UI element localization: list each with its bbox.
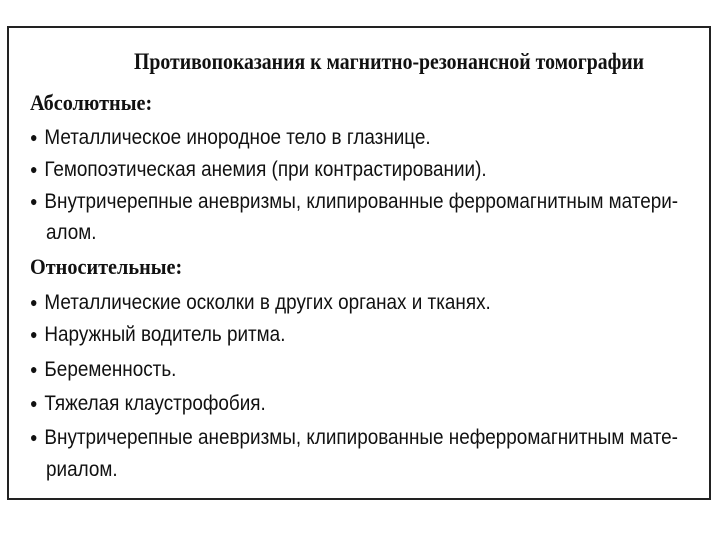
list-item-text: Тяжелая клаустрофобия.: [44, 392, 266, 415]
bullet-icon: ●: [30, 326, 38, 342]
bullet-icon: ●: [30, 361, 38, 377]
list-item-continuation: риалом.: [46, 458, 118, 481]
bullet-icon: ●: [30, 193, 38, 209]
bullet-icon: ●: [30, 161, 38, 177]
list-item: [30, 188, 678, 215]
list-item-text: Наружный водитель ритма.: [44, 323, 286, 346]
section-heading-absolute: Абсолютные:: [30, 90, 153, 115]
list-item-continuation: алом.: [46, 221, 97, 244]
list-item-text: Внутричерепные аневризмы, клипированные неферромагнитным мате-: [44, 426, 678, 449]
list-item: [30, 356, 176, 383]
bullet-icon: ●: [30, 395, 38, 411]
list-item-text: Гемопоэтическая анемия (при контрастировании).: [44, 158, 487, 181]
list-item: [30, 124, 431, 151]
list-item: [30, 424, 678, 451]
list-item: [30, 390, 266, 417]
list-item: [30, 156, 487, 183]
section-heading-relative: Относительные:: [30, 254, 183, 279]
list-item: [30, 289, 491, 316]
bullet-icon: ●: [30, 429, 38, 445]
bullet-icon: ●: [30, 294, 38, 310]
list-item-text: Металлическое инородное тело в глазнице.: [44, 126, 431, 149]
list-item-text: Металлические осколки в других органах и тканях.: [44, 291, 491, 314]
list-item: [30, 321, 285, 348]
bullet-icon: ●: [30, 129, 38, 145]
document-title: Противопоказания к магнитно-резонансной томографии: [134, 49, 645, 74]
list-item-text: Внутричерепные аневризмы, клипированные ферромагнитным матери-: [44, 190, 679, 213]
list-item-text: Беременность.: [44, 358, 177, 381]
